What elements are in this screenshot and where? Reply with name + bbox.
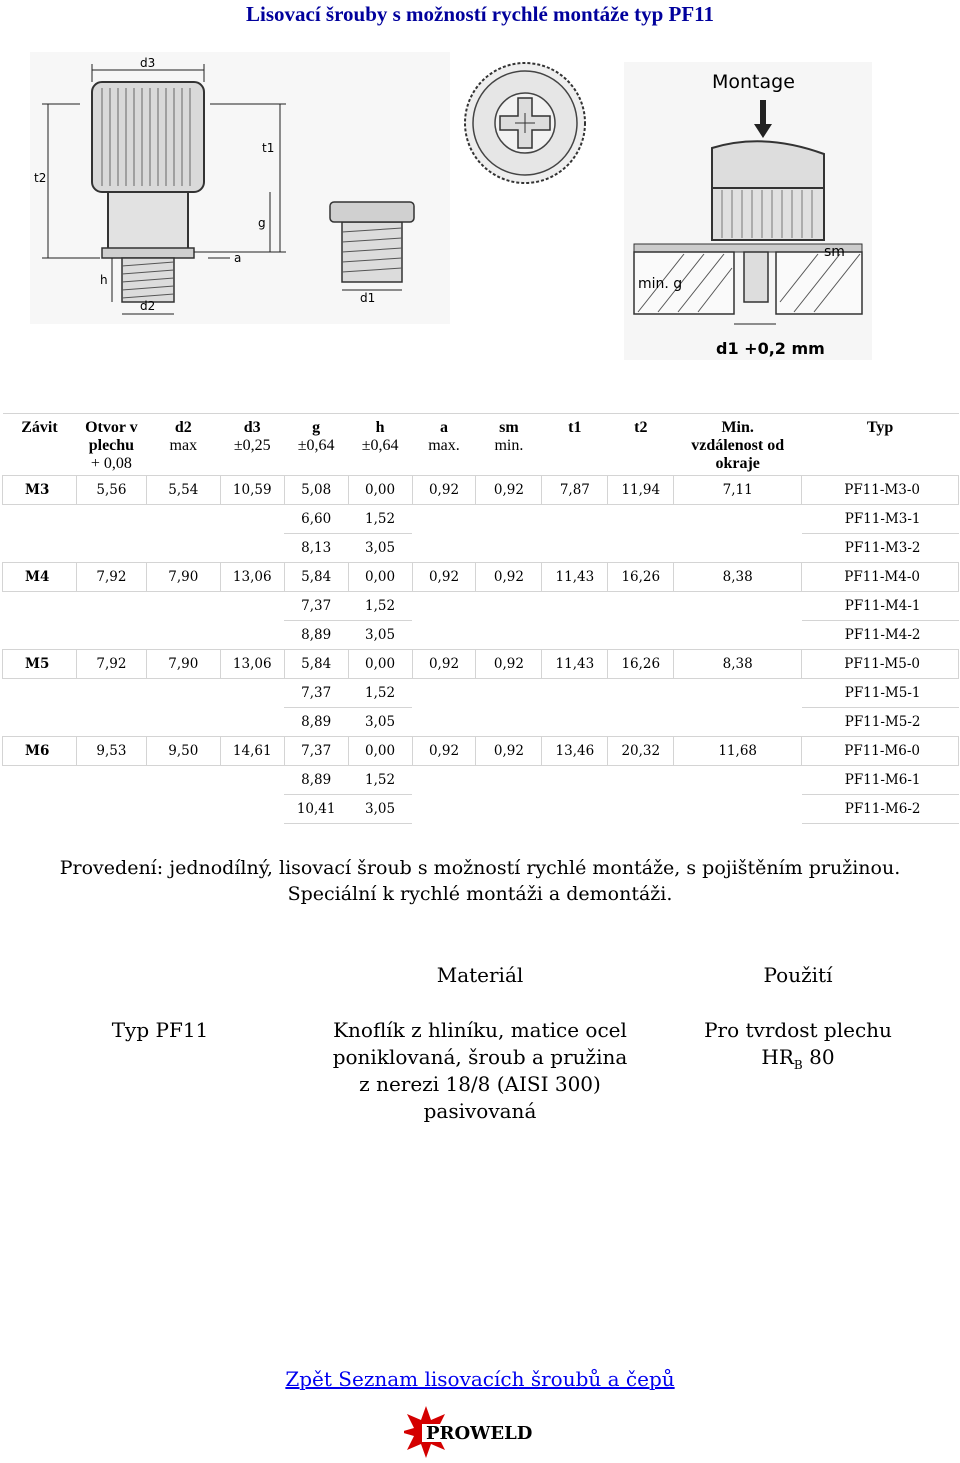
cell-empty — [3, 621, 77, 650]
cell-empty — [476, 679, 542, 708]
cell-a: 0,92 — [412, 563, 476, 592]
label-h: h — [100, 273, 108, 287]
cell-sm: 0,92 — [476, 563, 542, 592]
provedeni-line-1: Provedení: jednodílný, lisovací šroub s možností rychlé montáže, s pojištěním pružinou. — [59, 857, 901, 879]
label-d3: d3 — [140, 56, 156, 70]
material-line: Knoflík z hliníku, matice ocel — [333, 1018, 627, 1042]
cell-empty — [220, 505, 284, 534]
cell-empty — [674, 592, 802, 621]
label-t1: t1 — [262, 141, 275, 155]
cell-empty — [76, 505, 146, 534]
cell-a: 0,92 — [412, 650, 476, 679]
material-line: pasivovaná — [423, 1099, 537, 1123]
table-row — [3, 737, 959, 766]
cell-empty — [220, 766, 284, 795]
cell-typ: PF11-M4-1 — [802, 592, 959, 621]
header-sm: sm min. — [476, 414, 542, 476]
cell-empty — [674, 766, 802, 795]
cell-g: 7,37 — [284, 679, 348, 708]
cell-empty — [674, 621, 802, 650]
label-g: g — [258, 216, 266, 230]
cell-min-vzdalenost: 11,68 — [674, 737, 802, 766]
cell-g: 6,60 — [284, 505, 348, 534]
header-typ: Typ — [802, 414, 959, 476]
cell-empty — [542, 505, 608, 534]
cell-empty — [542, 708, 608, 737]
cell-sm: 0,92 — [476, 650, 542, 679]
cell-zavit: M6 — [3, 737, 77, 766]
cell-t2: 20,32 — [608, 737, 674, 766]
cell-t2: 16,26 — [608, 650, 674, 679]
cell-empty — [146, 592, 220, 621]
cell-d2: 7,90 — [146, 650, 220, 679]
cell-empty — [146, 534, 220, 563]
cell-g: 7,37 — [284, 592, 348, 621]
cell-typ: PF11-M6-2 — [802, 795, 959, 824]
cell-empty — [608, 505, 674, 534]
cell-empty — [608, 592, 674, 621]
cell-h: 0,00 — [348, 650, 412, 679]
cell-empty — [76, 621, 146, 650]
cell-empty — [220, 708, 284, 737]
cell-empty — [3, 679, 77, 708]
cell-d3: 13,06 — [220, 563, 284, 592]
cell-empty — [220, 679, 284, 708]
cell-empty — [476, 505, 542, 534]
side-view-drawing — [30, 52, 450, 324]
cell-typ: PF11-M3-0 — [802, 476, 959, 505]
material-line: z nerezi 18/8 (AISI 300) — [359, 1072, 601, 1096]
cell-otvor: 7,92 — [76, 563, 146, 592]
cell-empty — [674, 505, 802, 534]
table-row — [3, 621, 959, 650]
cell-empty — [146, 505, 220, 534]
cell-g: 5,84 — [284, 563, 348, 592]
header-otvor: Otvor v plechu + 0,08 — [76, 414, 146, 476]
label-d2: d2 — [140, 299, 156, 313]
cell-empty — [476, 534, 542, 563]
cell-d2: 7,90 — [146, 563, 220, 592]
table-row — [3, 708, 959, 737]
cell-d2: 9,50 — [146, 737, 220, 766]
sm-label: sm — [824, 244, 845, 260]
pouziti-description — [680, 1017, 916, 1079]
table-row — [3, 476, 959, 505]
cell-typ: PF11-M5-1 — [802, 679, 959, 708]
cell-g: 7,37 — [284, 737, 348, 766]
cell-min-vzdalenost: 8,38 — [674, 563, 802, 592]
cell-empty — [76, 708, 146, 737]
cell-typ: PF11-M3-1 — [802, 505, 959, 534]
cell-empty — [76, 592, 146, 621]
cell-empty — [146, 621, 220, 650]
header-min-vzdalenost: Min. vzdálenost od okraje — [674, 414, 802, 476]
cell-h: 1,52 — [348, 679, 412, 708]
cell-empty — [542, 592, 608, 621]
cell-empty — [412, 534, 476, 563]
cell-empty — [608, 621, 674, 650]
cell-typ: PF11-M6-1 — [802, 766, 959, 795]
specification-table — [2, 413, 959, 824]
label-a: a — [234, 251, 242, 265]
provedeni-text — [0, 855, 960, 907]
cell-empty — [542, 621, 608, 650]
cell-empty — [608, 795, 674, 824]
cell-h: 3,05 — [348, 708, 412, 737]
table-row — [3, 505, 959, 534]
cell-empty — [608, 708, 674, 737]
typ-label: Typ PF11 — [111, 1018, 209, 1042]
cell-empty — [476, 621, 542, 650]
cell-typ: PF11-M3-2 — [802, 534, 959, 563]
cell-empty — [412, 766, 476, 795]
cell-h: 3,05 — [348, 621, 412, 650]
cell-t2: 11,94 — [608, 476, 674, 505]
cell-empty — [412, 621, 476, 650]
cell-otvor: 5,56 — [76, 476, 146, 505]
cell-t1: 11,43 — [542, 563, 608, 592]
cell-typ: PF11-M4-0 — [802, 563, 959, 592]
material-description — [300, 1017, 660, 1125]
d1-tolerance-label: d1 +0,2 mm — [716, 339, 825, 358]
logo-text: PROWELD — [426, 1423, 533, 1444]
cell-h: 1,52 — [348, 766, 412, 795]
cell-otvor: 7,92 — [76, 650, 146, 679]
pouziti-heading: Použití — [763, 963, 833, 987]
cell-empty — [476, 795, 542, 824]
cell-g: 8,13 — [284, 534, 348, 563]
cell-min-vzdalenost: 8,38 — [674, 650, 802, 679]
back-link[interactable]: Zpět Seznam lisovacích šroubů a čepů — [285, 1367, 675, 1391]
pouziti-line: Pro tvrdost plechu — [704, 1018, 892, 1042]
header-a: a max. — [412, 414, 476, 476]
cell-typ: PF11-M5-2 — [802, 708, 959, 737]
cell-min-vzdalenost: 7,11 — [674, 476, 802, 505]
cell-t2: 16,26 — [608, 563, 674, 592]
cell-typ: PF11-M4-2 — [802, 621, 959, 650]
cell-sm: 0,92 — [476, 737, 542, 766]
cell-empty — [412, 795, 476, 824]
table-row — [3, 766, 959, 795]
cell-empty — [3, 505, 77, 534]
cell-empty — [476, 766, 542, 795]
cell-empty — [146, 679, 220, 708]
table-row — [3, 592, 959, 621]
provedeni-line-2: Speciální k rychlé montáži a demontáži. — [287, 883, 673, 905]
cell-d2: 5,54 — [146, 476, 220, 505]
table-row — [3, 679, 959, 708]
header-d2: d2 max — [146, 414, 220, 476]
cell-empty — [542, 534, 608, 563]
cell-empty — [76, 534, 146, 563]
cell-empty — [674, 708, 802, 737]
page-title: Lisovací šrouby s možností rychlé montáže typ PF11 — [245, 2, 714, 26]
hardness-value: $HR_B$ 80 — [761, 1045, 835, 1072]
cell-zavit: M4 — [3, 563, 77, 592]
cell-empty — [220, 621, 284, 650]
cell-g: 10,41 — [284, 795, 348, 824]
cell-h: 1,52 — [348, 592, 412, 621]
cell-empty — [608, 534, 674, 563]
cell-empty — [542, 766, 608, 795]
cell-empty — [412, 679, 476, 708]
label-t2: t2 — [34, 171, 47, 185]
cell-empty — [674, 795, 802, 824]
top-view-drawing — [460, 58, 590, 188]
cell-empty — [476, 592, 542, 621]
cell-empty — [76, 679, 146, 708]
cell-h: 1,52 — [348, 505, 412, 534]
cell-empty — [3, 766, 77, 795]
cell-empty — [608, 679, 674, 708]
cell-typ: PF11-M6-0 — [802, 737, 959, 766]
cell-empty — [220, 534, 284, 563]
cell-d3: 14,61 — [220, 737, 284, 766]
cell-a: 0,92 — [412, 737, 476, 766]
cell-h: 0,00 — [348, 476, 412, 505]
header-t2: t2 — [608, 414, 674, 476]
header-t1: t1 — [542, 414, 608, 476]
cell-h: 3,05 — [348, 795, 412, 824]
cell-empty — [674, 679, 802, 708]
table-row — [3, 563, 959, 592]
cell-d3: 13,06 — [220, 650, 284, 679]
cell-g: 8,89 — [284, 708, 348, 737]
montage-label: Montage — [712, 71, 795, 93]
cell-typ: PF11-M5-0 — [802, 650, 959, 679]
cell-otvor: 9,53 — [76, 737, 146, 766]
cell-empty — [220, 795, 284, 824]
cell-sm: 0,92 — [476, 476, 542, 505]
cell-h: 3,05 — [348, 534, 412, 563]
cell-h: 0,00 — [348, 563, 412, 592]
cell-empty — [76, 795, 146, 824]
cell-g: 5,08 — [284, 476, 348, 505]
table-row — [3, 650, 959, 679]
cell-empty — [542, 679, 608, 708]
cell-t1: 11,43 — [542, 650, 608, 679]
cell-empty — [412, 708, 476, 737]
cell-empty — [146, 708, 220, 737]
table-header-row — [3, 414, 959, 476]
cell-g: 8,89 — [284, 621, 348, 650]
material-heading: Materiál — [436, 963, 524, 987]
cell-empty — [76, 766, 146, 795]
cell-empty — [608, 766, 674, 795]
cell-zavit: M3 — [3, 476, 77, 505]
cell-empty — [674, 534, 802, 563]
cell-empty — [542, 795, 608, 824]
label-d1: d1 — [360, 291, 376, 305]
montage-drawing — [624, 62, 872, 360]
cell-empty — [3, 708, 77, 737]
cell-a: 0,92 — [412, 476, 476, 505]
cell-empty — [220, 592, 284, 621]
cell-g: 8,89 — [284, 766, 348, 795]
min-g-label: min. g — [638, 276, 683, 292]
cell-t1: 13,46 — [542, 737, 608, 766]
cell-empty — [412, 592, 476, 621]
header-h: h ±0,64 — [348, 414, 412, 476]
cell-empty — [146, 766, 220, 795]
cell-empty — [3, 534, 77, 563]
cell-empty — [146, 795, 220, 824]
cell-zavit: M5 — [3, 650, 77, 679]
cell-empty — [3, 795, 77, 824]
cell-empty — [476, 708, 542, 737]
table-row — [3, 534, 959, 563]
cell-g: 5,84 — [284, 650, 348, 679]
cell-h: 0,00 — [348, 737, 412, 766]
cell-t1: 7,87 — [542, 476, 608, 505]
cell-empty — [3, 592, 77, 621]
cell-empty — [412, 505, 476, 534]
header-g: g ±0,64 — [284, 414, 348, 476]
cell-d3: 10,59 — [220, 476, 284, 505]
material-line: poniklovaná, šroub a pružina — [332, 1045, 628, 1069]
header-zavit: Závit — [3, 414, 77, 476]
proweld-logo — [404, 1404, 554, 1460]
header-d3: d3 ±0,25 — [220, 414, 284, 476]
table-row — [3, 795, 959, 824]
